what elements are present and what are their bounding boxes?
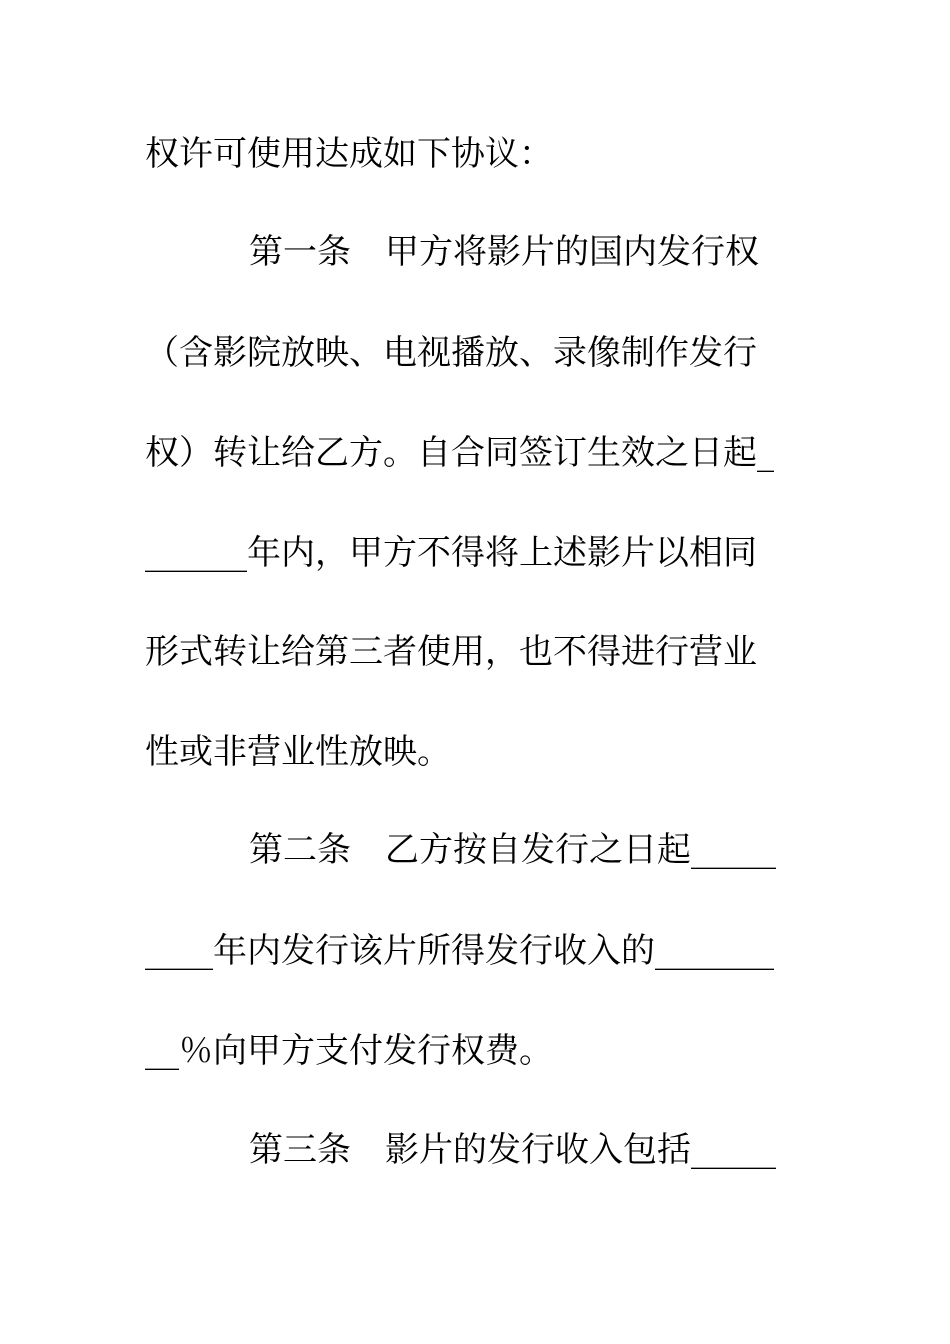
article-2-heading-line: 第二条 乙方按自发行之日起_____ xyxy=(249,830,776,870)
text-line-3: （含影院放映、电视播放、录像制作发行 xyxy=(145,333,757,373)
text-line-10: __％向甲方支付发行权费。 xyxy=(145,1031,553,1071)
text-line-4: 权）转让给乙方。自合同签订生效之日起_ xyxy=(145,433,774,473)
text-line-5: ______年内，甲方不得将上述影片以相同 xyxy=(145,533,757,573)
text-line-7: 性或非营业性放映。 xyxy=(145,732,451,772)
article-3-heading-line: 第三条 影片的发行收入包括_____ xyxy=(249,1130,776,1170)
text-line-9: ____年内发行该片所得发行收入的_______ xyxy=(145,931,774,971)
article-1-heading-line: 第一条 甲方将影片的国内发行权 xyxy=(249,232,759,272)
text-line-6: 形式转让给第三者使用，也不得进行营业 xyxy=(145,632,757,672)
text-line-1: 权许可使用达成如下协议： xyxy=(145,134,553,174)
